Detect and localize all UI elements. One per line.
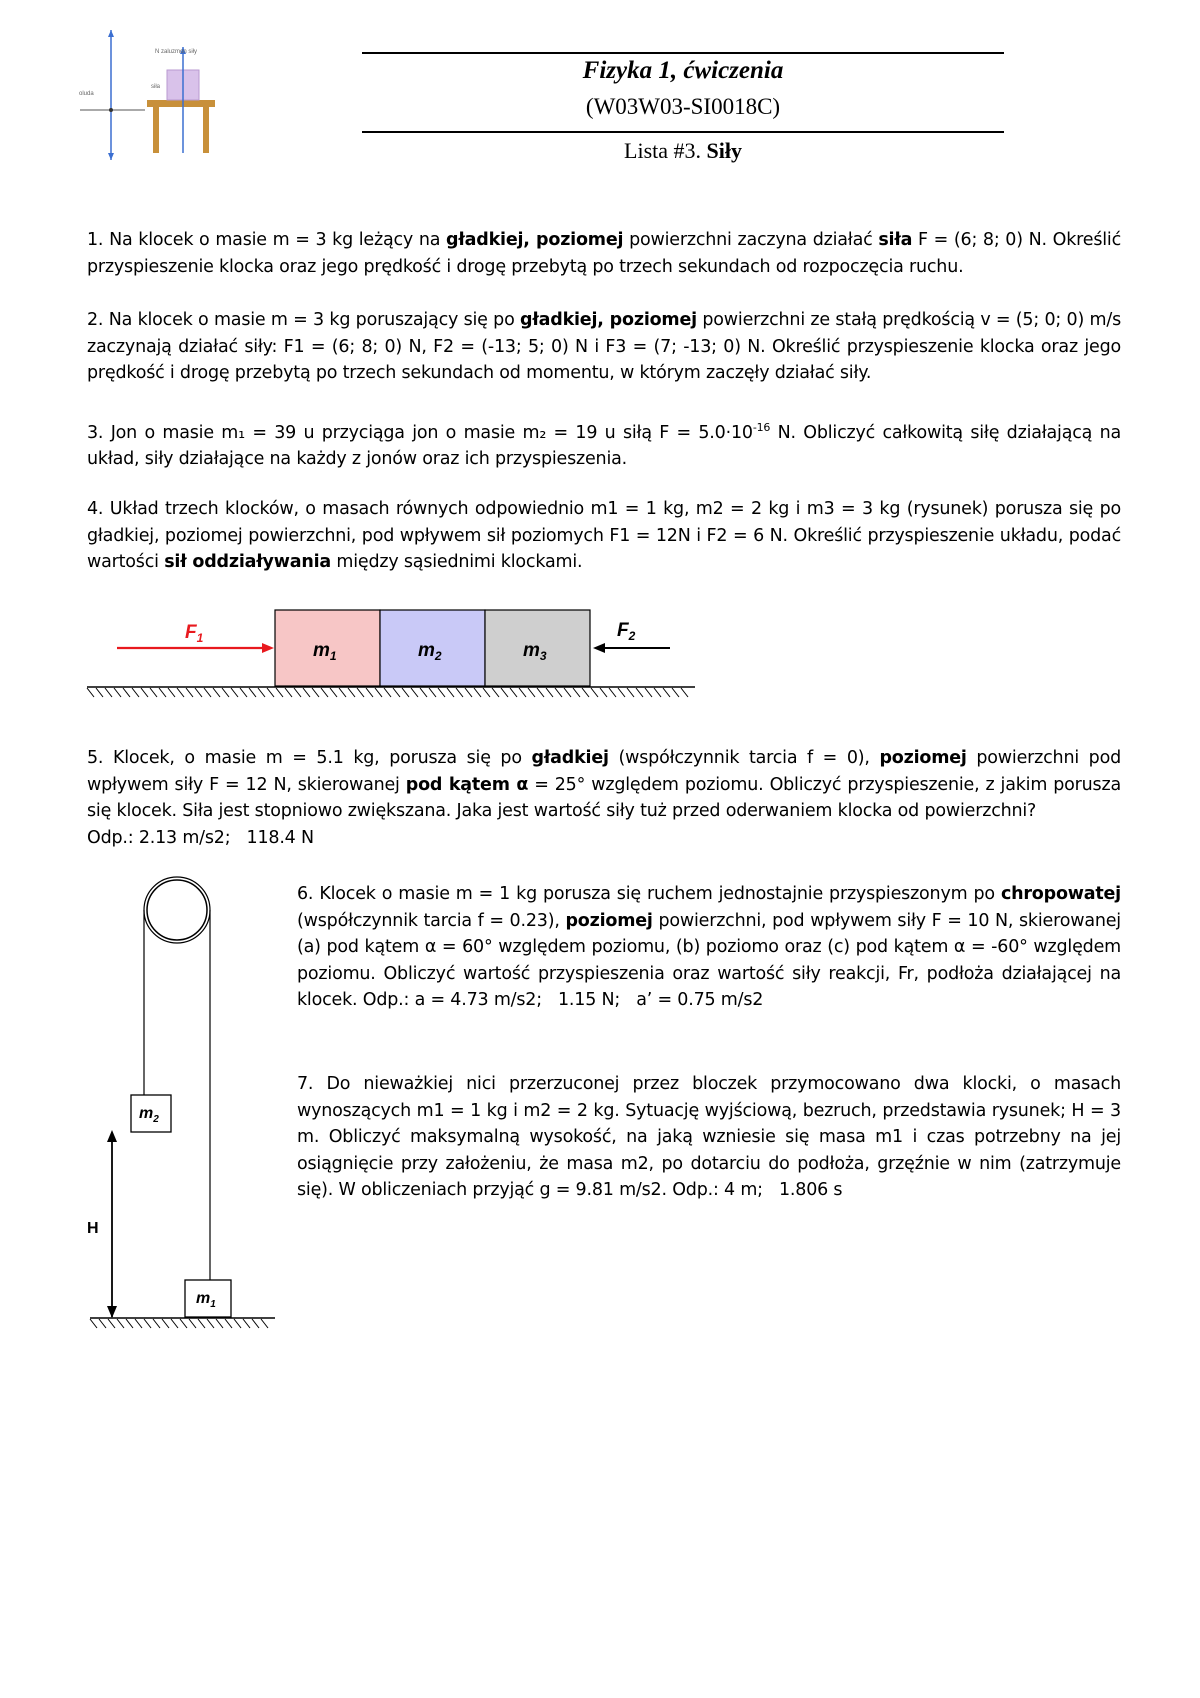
hatch-line xyxy=(456,688,463,697)
hatch-line xyxy=(99,1319,106,1328)
problem-3-number: 3. xyxy=(87,422,104,443)
hatch-line xyxy=(126,1319,133,1328)
problem-4: 4. Układ trzech klocków, o masach równych odpowiednio m1 = 1 kg, m2 = 2 kg i m3 = 3 kg (rysunek) porusza się po gładkiej, poziomej powierzchni, pod wpływem sił poziomych F1 = 12N i F2 = 6 N. Określić przyspieszenie układu, podać wartości sił oddziaływania między sąsiednimi klockami. xyxy=(87,499,1122,572)
pulley-ground-hatching xyxy=(90,1319,268,1328)
hatch-line xyxy=(339,688,346,697)
hatch-line xyxy=(492,688,499,697)
problem-2: 2. Na klocek o masie m = 3 kg poruszający się po gładkiej, poziomej powierzchni ze stałą prędkością v = (5; 0; 0) m/s zaczynają działać siły: F1 = (6; 8; 0) N, F2 = (-13; 5; 0) N i F3 = (7; -13; 0) N. Określić przyspieszenie klocka oraz jego prędkość i drogę przebytą po trzech sekundach od momentu, w którym zaczęły działać siły. xyxy=(87,310,1121,383)
hatch-line xyxy=(330,688,337,697)
hatch-line xyxy=(180,1319,187,1328)
hatch-line xyxy=(213,688,220,697)
hatch-line xyxy=(546,688,553,697)
course-code: (W03W03-SI0018C) xyxy=(585,94,781,119)
hatch-line xyxy=(258,688,265,697)
hatch-line xyxy=(222,688,229,697)
arrow-up-icon xyxy=(108,30,114,37)
figure-point xyxy=(109,108,113,112)
hatch-line xyxy=(573,688,580,697)
problem-1-number: 1. xyxy=(87,230,104,250)
ground-hatching xyxy=(87,688,688,697)
hatch-line xyxy=(303,688,310,697)
hatch-line xyxy=(168,688,175,697)
hatch-line xyxy=(216,1319,223,1328)
hatch-line xyxy=(117,1319,124,1328)
problem-5-number: 5. xyxy=(87,748,104,768)
problem-6: 6. Klocek o masie m = 1 kg porusza się ruchem jednostajnie przyspieszonym po chropowatej (współczynnik tarcia f = 0.23), poziomej powierzchni, pod wpływem siły F = 10 N, skierowanej (a) pod kątem α = 60° względem poziomu, (b) poziomo oraz (c) pod kątem α = -60° względem poziomu. Obliczyć wartość przyspieszenia oraz wartość siły reakcji, Fr, podłoża działającej na klocek. Odp.: a = 4.73 m/s2; 1.15 N; a’ = 0.75 m/s2 xyxy=(297,884,1121,1010)
hatch-line xyxy=(96,688,103,697)
hatch-line xyxy=(537,688,544,697)
hatch-line xyxy=(144,1319,151,1328)
hatch-line xyxy=(321,688,328,697)
hatch-line xyxy=(243,1319,250,1328)
label-f2: $F_2$ xyxy=(617,620,636,643)
table-top xyxy=(147,100,215,107)
hatch-line xyxy=(105,688,112,697)
hatch-line xyxy=(312,688,319,697)
arrow-down-icon xyxy=(107,1306,117,1318)
problem-1: 1. Na klocek o masie m = 3 kg leżący na gładkiej, poziomej powierzchni zaczyna działać siła F = (6; 8; 0) N. Określić przyspieszenie klocka oraz jego prędkość i drogę przebytą po trzech sekundach od rozpoczęcia ruchu. xyxy=(87,230,1121,277)
hatch-line xyxy=(114,688,121,697)
hatch-line xyxy=(420,688,427,697)
hatch-line xyxy=(564,688,571,697)
hatch-line xyxy=(375,688,382,697)
hatch-line xyxy=(393,688,400,697)
hatch-line xyxy=(672,688,679,697)
hatch-line xyxy=(501,688,508,697)
hatch-line xyxy=(90,1319,97,1328)
hatch-line xyxy=(231,688,238,697)
list-heading xyxy=(362,138,1004,164)
hatch-line xyxy=(132,688,139,697)
hatch-line xyxy=(207,1319,214,1328)
hatch-line xyxy=(171,1319,178,1328)
pulley-figure xyxy=(85,870,285,1330)
hatch-line xyxy=(429,688,436,697)
hatch-line xyxy=(150,688,157,697)
hatch-line xyxy=(510,688,517,697)
hatch-line xyxy=(636,688,643,697)
hatch-line xyxy=(186,688,193,697)
hatch-line xyxy=(252,1319,259,1328)
hatch-line xyxy=(240,688,247,697)
problem-7-answer: Odp.: 4 m; 1.806 s xyxy=(672,1180,843,1200)
pulley-rim xyxy=(144,877,210,943)
hatch-line xyxy=(267,688,274,697)
hatch-line xyxy=(654,688,661,697)
arrow-up-icon xyxy=(107,1130,117,1142)
hatch-line xyxy=(189,1319,196,1328)
hatch-line xyxy=(609,688,616,697)
list-prefix: Lista #3. xyxy=(624,138,702,163)
hatch-line xyxy=(402,688,409,697)
problem-5-answer: Odp.: 2.13 m/s2; 118.4 N xyxy=(87,827,314,848)
hatch-line xyxy=(159,688,166,697)
hatch-line xyxy=(411,688,418,697)
hatch-line xyxy=(645,688,652,697)
figure-label-sila: siła xyxy=(151,84,161,90)
problem-6-answer: Odp.: a = 4.73 m/s2; 1.15 N; a’ = 0.75 m/s2 xyxy=(362,990,764,1010)
hatch-line xyxy=(600,688,607,697)
figure-label-title: N zaluzmon siły xyxy=(155,49,198,55)
hatch-line xyxy=(474,688,481,697)
hatch-line xyxy=(204,688,211,697)
hatch-line xyxy=(447,688,454,697)
course-title: Fizyka 1, ćwiczenia xyxy=(582,57,784,84)
hatch-line xyxy=(438,688,445,697)
hatch-line xyxy=(177,688,184,697)
arrow-left-icon xyxy=(593,643,605,653)
hatch-line xyxy=(627,688,634,697)
hatch-line xyxy=(366,688,373,697)
list-topic: Siły xyxy=(706,138,742,163)
hatch-line xyxy=(162,1319,169,1328)
hatch-line xyxy=(519,688,526,697)
header-bottom-rule xyxy=(362,131,1004,133)
problem-3: 3. Jon o masie m₁ = 39 u przyciąga jon o masie m₂ = 19 u siłą $F = 5.0\cdot 10^{-16}$ N. Obliczyć całkowitą siłę działającą na układ, siły działające na każdy z jonów oraz ich przyspieszenia. xyxy=(87,421,1121,470)
hatch-line xyxy=(591,688,598,697)
pulley-label-h: H xyxy=(87,1220,99,1237)
blocks-figure xyxy=(85,600,705,705)
hatch-line xyxy=(285,688,292,697)
label-f1: $F_1$ xyxy=(185,622,204,645)
hatch-line xyxy=(249,688,256,697)
hatch-line xyxy=(225,1319,232,1328)
hatch-line xyxy=(195,688,202,697)
hatch-line xyxy=(555,688,562,697)
hatch-line xyxy=(348,688,355,697)
problem-7: 7. Do nieważkiej nici przerzuconej przez bloczek przymocowano dwa klocki, o masach wynoszących m1 = 1 kg i m2 = 2 kg. Sytuację wyjściową, bezruch, przedstawia rysunek; H = 3 m. Obliczyć maksymalną wysokość, na jaką wzniesie się masa m1 i czas potrzebny na jej osiągnięcie przy założeniu, że masa m2, po dotarciu do podłoża, grzęźnie w nim (zatrzymuje się). W obliczeniach przyjąć g = 9.81 m/s2. Odp.: 4 m; 1.806 s xyxy=(297,1074,1121,1200)
arrow-down-icon xyxy=(108,153,114,160)
hatch-line xyxy=(141,688,148,697)
hatch-line xyxy=(234,1319,241,1328)
figure-label-oluda: oluda xyxy=(79,91,94,97)
problem-5: 5. Klocek, o masie m = 5.1 kg, porusza się po gładkiej (współczynnik tarcia f = 0), poziomej powierzchni pod wpływem siły F = 12 N, skierowanej pod kątem α = 25° względem poziomu. Obliczyć przyspieszenie, z jakim porusza się klocek. Siła jest stopniowo zwiększana. Jaka jest wartość siły tuż przed oderwaniem klocka od powierzchni? Odp.: 2.13 m/s2; 118.4 N xyxy=(87,748,1121,848)
hatch-line xyxy=(618,688,625,697)
hatch-line xyxy=(261,1319,268,1328)
problem-6-number: 6. xyxy=(297,884,314,904)
header-figure xyxy=(75,25,235,165)
table-leg-left xyxy=(153,107,159,153)
problem-7-number: 7. xyxy=(297,1074,314,1094)
hatch-line xyxy=(294,688,301,697)
hatch-line xyxy=(153,1319,160,1328)
table-leg-right xyxy=(203,107,209,153)
hatch-line xyxy=(357,688,364,697)
hatch-line xyxy=(483,688,490,697)
problem-2-number: 2. xyxy=(87,310,104,330)
problem-4-number: 4. xyxy=(87,499,104,519)
hatch-line xyxy=(663,688,670,697)
hatch-line xyxy=(276,688,283,697)
label-m2: $m_2$ xyxy=(418,640,442,663)
hatch-line xyxy=(123,688,130,697)
header-top-rule xyxy=(362,52,1004,54)
arrow-right-icon xyxy=(262,643,274,653)
hatch-line xyxy=(108,1319,115,1328)
hatch-line xyxy=(198,1319,205,1328)
hatch-line xyxy=(135,1319,142,1328)
hatch-line xyxy=(681,688,688,697)
pulley-label-m2: $m_2$ xyxy=(139,1105,159,1125)
label-m1: $m_1$ xyxy=(313,640,337,663)
hatch-line xyxy=(465,688,472,697)
hatch-line xyxy=(384,688,391,697)
pulley-label-m1: $m_1$ xyxy=(196,1290,216,1310)
pulley-wheel xyxy=(147,880,207,940)
hatch-line xyxy=(528,688,535,697)
label-m3: $m_3$ xyxy=(523,640,547,663)
hatch-line xyxy=(582,688,589,697)
hatch-line xyxy=(87,688,94,697)
